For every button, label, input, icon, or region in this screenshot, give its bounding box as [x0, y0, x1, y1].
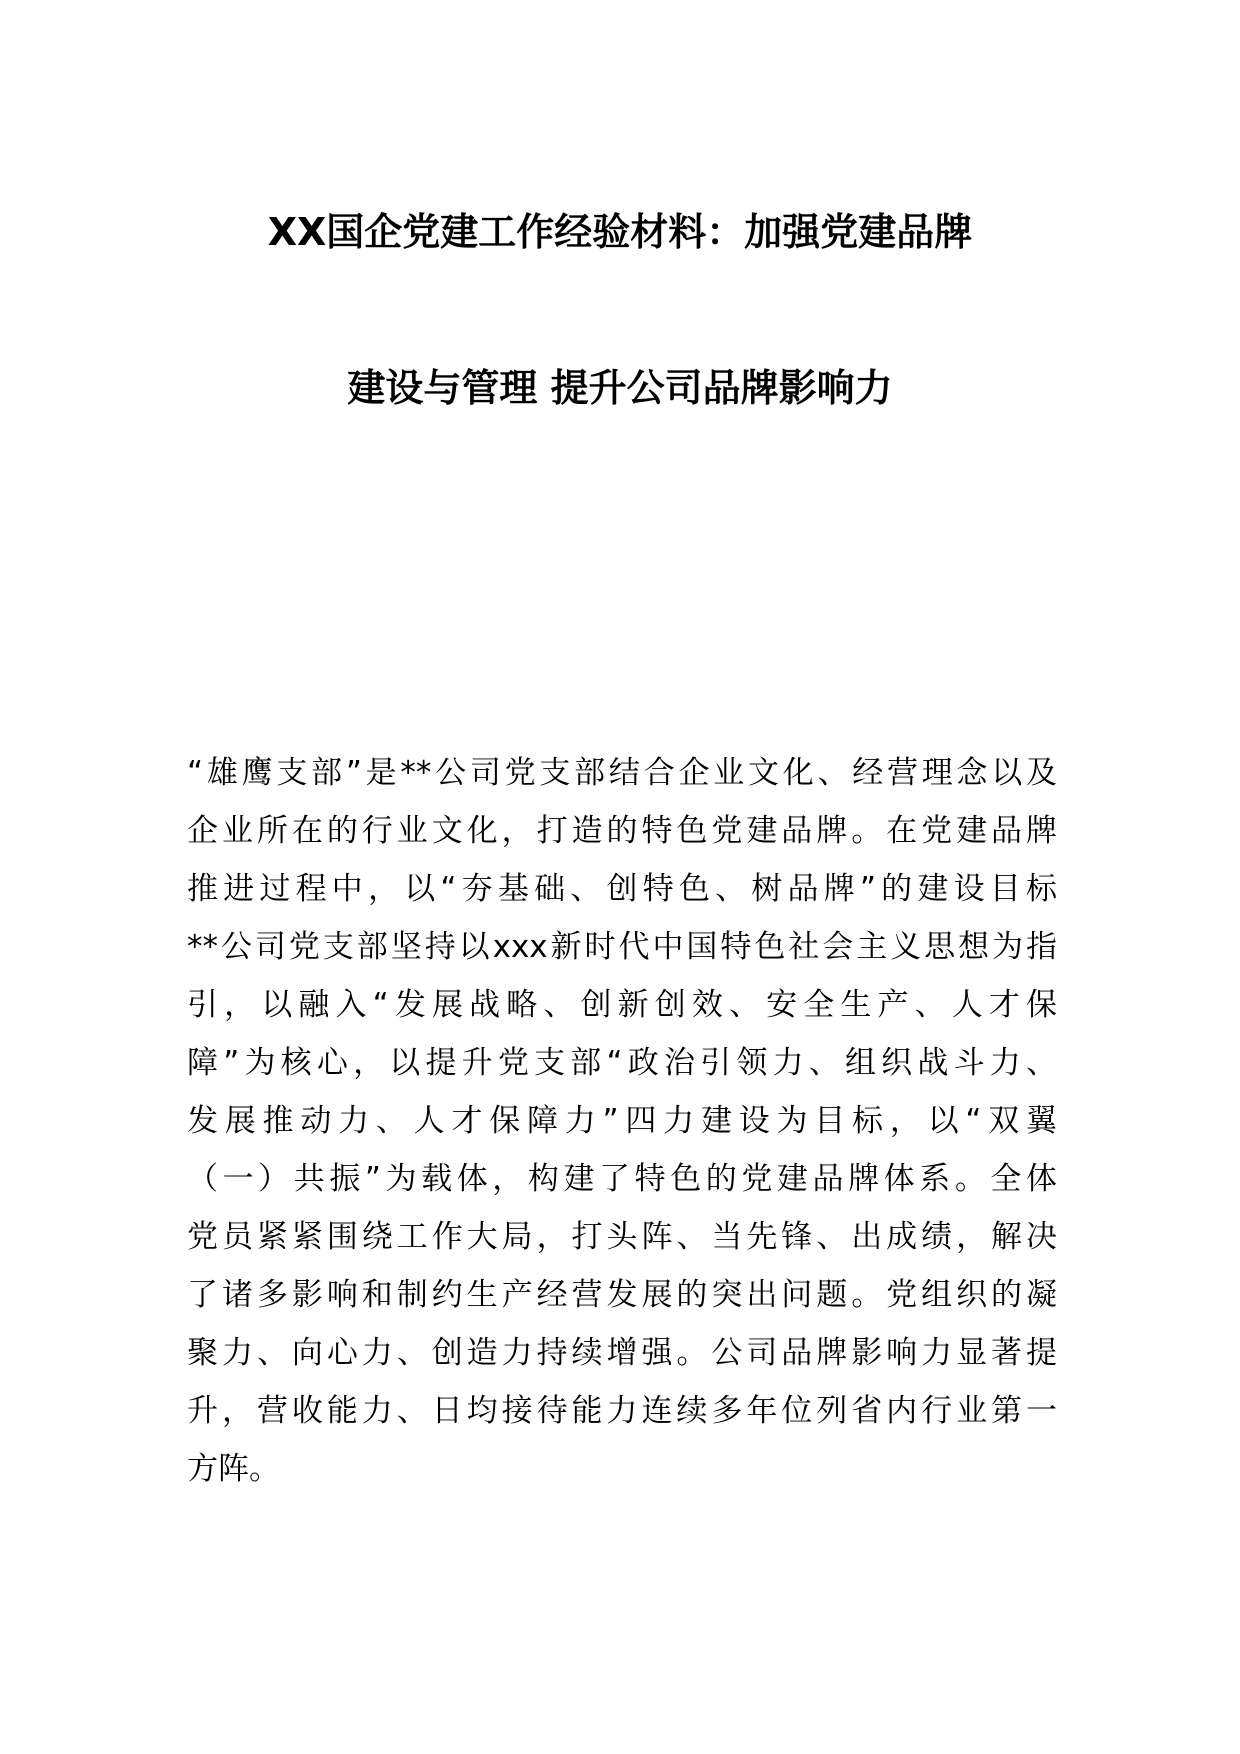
- body-line: 障”为核心，以提升党支部“政治引领力、组织战斗力、: [187, 1045, 1057, 1081]
- document-body-paragraph: [187, 744, 1057, 1498]
- body-line: “雄鹰支部”是**公司党支部结合企业文化、经营理念以及: [187, 755, 1057, 791]
- body-line: 企业所在的行业文化，打造的特色党建品牌。在党建品牌: [187, 813, 1057, 849]
- body-line: 党员紧紧围绕工作大局，打头阵、当先锋、出成绩，解决: [187, 1219, 1057, 1255]
- body-line: 聚力、向心力、创造力持续增强。公司品牌影响力显著提: [187, 1335, 1057, 1371]
- body-line: 引，以融入“发展战略、创新创效、安全生产、人才保: [187, 987, 1057, 1023]
- document-title-line-2: 建设与管理 提升公司品牌影响力: [347, 366, 893, 410]
- document-title-line-1: XX国企党建工作经验材料：加强党建品牌: [267, 210, 973, 254]
- body-line: 升，营收能力、日均接待能力连续多年位列省内行业第一: [187, 1393, 1057, 1429]
- body-line: 发展推动力、人才保障力”四力建设为目标，以“双翼: [187, 1103, 1057, 1139]
- body-line: 了诸多影响和制约生产经营发展的突出问题。党组织的凝: [187, 1277, 1057, 1313]
- body-line: （一）共振”为载体，构建了特色的党建品牌体系。全体: [187, 1161, 1057, 1197]
- body-line: **公司党支部坚持以xxx新时代中国特色社会主义思想为指: [187, 929, 1057, 965]
- body-line: 推进过程中，以“夯基础、创特色、树品牌”的建设目标: [187, 871, 1057, 907]
- body-line: 方阵。: [187, 1451, 280, 1487]
